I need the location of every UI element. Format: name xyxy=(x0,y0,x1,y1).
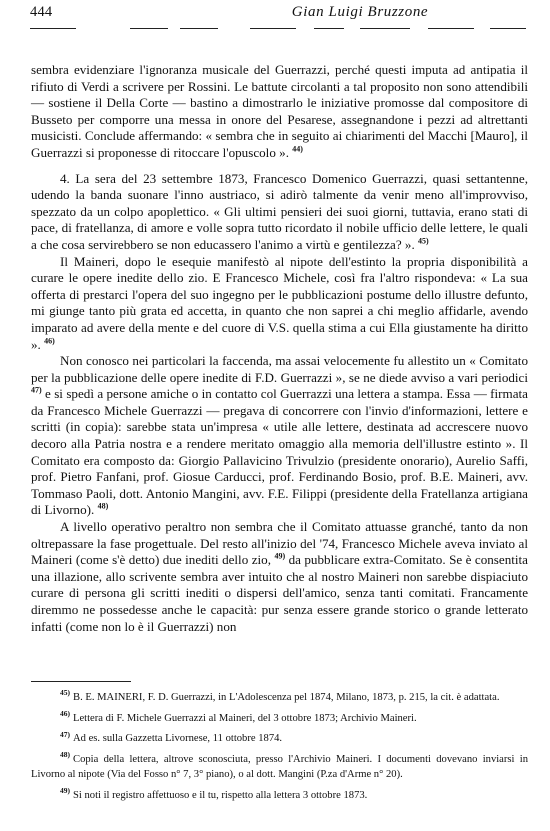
paragraph: Il Maineri, dopo le esequie manifestò al nipote dell'estinto la propria disponibilità a curare le opere inedite dello zio. E Francesco Michele, così fra l'altro rispondeva: « La sua offerta di prestarci l'opera del suo ingegno per le pubblicazioni postume dello illustre defunto, mi giunge tanto più grata ed accetta, in quanto che non saprei a chi meglio affidarle, avendo imparato ad avere della mente e del cuore di V.S. quella stima a cui Ella giustamente ha diritto ». $^{46)}$ xyxy=(31,253,528,352)
body-text xyxy=(31,62,528,635)
footnote: $^{46)}$ Lettera di F. Michele Guerrazzi al Maineri, del 3 ottobre 1873; Archivio Maineri. xyxy=(60,709,417,724)
paragraph: sembra evidenziare l'ignoranza musicale del Guerrazzi, perché questi imputa ad antipatia il rifiuto di Verdi a scrivere per Rossini. Le battute circolanti a tal proposito non sono attendibili — sostiene il Della Corte — bastino a dimostrarlo le iniziative promosse dal compositore di Busseto per comporre una messa in onore del Pesarese, assegnandone i pezzi ad altrettanti musicisti. Conclude affermando: « sembra che in seguito ai chiarimenti del Macchi [Mauro], il Guerrazzi si proponesse di ritoccare l'opuscolo ». $^{44)}$ xyxy=(31,62,528,160)
footnote-rule xyxy=(31,681,131,682)
paragraph: A livello operativo peraltro non sembra che il Comitato attuasse granché, tanto da non oltrepassare la fase progettuale. Del resto all'inizio del '74, Francesco Michele aveva inviato al Maineri (come s'è detto) due inediti dello zio, $^{49)}$ da pubblicare extra-Comitato. Se è consentita una illazione, allo scrivente sembra aver intuito che al nostro Maineri non sarebbe dispiaciuto curare di persona gli scritti inediti o dispersi dell'amico, senza tanti comitati. Francamente diremmo ne possedesse anche le capacità: pur senza essere grande storico o grande letterato infatti (come non lo è il Guerrazzi) non xyxy=(31,519,528,634)
footnote: $^{49)}$ Si noti il registro affettuoso e il tu, rispetto alla lettera 3 ottobre 1873. xyxy=(60,786,368,801)
footnote-ref[interactable]: 47) xyxy=(31,385,42,395)
paragraph: 4. La sera del 23 settembre 1873, Francesco Domenico Guerrazzi, quasi settantenne, udendo la banda suonare l'inno austriaco, si adirò talmente da venir meno all'improvviso, spezzato da un colpo apoplettico. « Gli ultimi pensieri dei suoi giorni, tuttavia, erano stati di pace, di fratellanza, di amore e volle sopra tutto ricordato il nobile ufficio delle lettere, le quali a che cosa servirebbero se non educassero l'animo a virtù e gentilezza? ». $^{45)}$ xyxy=(31,170,528,252)
footnote-mark: 46) xyxy=(60,709,70,719)
paragraph: Non conosco nei particolari la faccenda, ma assai velocemente fu allestito un « Comitato per la pubblicazione delle opere inedite di F.D. Guerrazzi », se ne diede avviso a vari periodici $^{47)}$ e si spedì a persone amiche o in contatto col Guerrazzi una lettera a stampa. Essa — firmata da Francesco Michele Guerrazzi — pregava di concorrere con l'invio d'informazioni, lettere e scritti (in copia): sarebbe stata un'impresa « utile alle lettere, destinata ad accrescere nuovo decoro alla Patria nostra e a rendere meritato omaggio alla memoria dell'illustre estinto ». Il Comitato era composto da: Giorgio Pallavicino Trivulzio (presidente onorario), Aurelio Saffi, prof. Pietro Fanfani, prof. Giosue Carducci, prof. Ferdinando Bosio, prof. B.E. Maineri, avv. Tommaso Paoli, dott. Antonio Mangini, avv. F.E. Filippi (presidente della Fratellanza artigiana di Livorno). $^{48)}$ xyxy=(31,353,528,518)
footnote-ref[interactable]: 46) xyxy=(44,336,55,346)
footnote-ref[interactable]: 49) xyxy=(274,551,286,561)
running-head: Gian Luigi Bruzzone xyxy=(291,4,429,20)
footnote: $^{48)}$ Copia della lettera, altrove sconosciuta, presso l'Archivio Maineri. I documenti dovevano inviarsi in Livorno al nipote (Via del Fosso n° 7, 3° piano), o al dott. Mangini (P.za d'Arme n° 20). xyxy=(31,750,528,781)
footnote: $^{47)}$ Ad es. sulla Gazzetta Livornese, 11 ottobre 1874. xyxy=(60,729,283,745)
footnote-mark: 49) xyxy=(60,786,70,796)
footnote-mark: 48) xyxy=(60,750,70,760)
page-number: 444 xyxy=(30,4,53,20)
footnote-ref[interactable]: 44) xyxy=(292,144,303,154)
footnote-ref[interactable]: 48) xyxy=(97,502,109,512)
page-header xyxy=(30,4,526,44)
footnotes xyxy=(31,690,528,804)
footnote: $^{45)}$ B. E. MAINERI, F. D. Guerrazzi, in L'Adolescenza pel 1874, Milano, 1873, p. 215, la cit. è adattata. xyxy=(60,688,500,703)
header-rule xyxy=(30,28,526,32)
footnote-ref[interactable]: 45) xyxy=(418,236,429,246)
footnote-mark: 45) xyxy=(60,688,70,698)
footnote-mark: 47) xyxy=(60,729,70,739)
